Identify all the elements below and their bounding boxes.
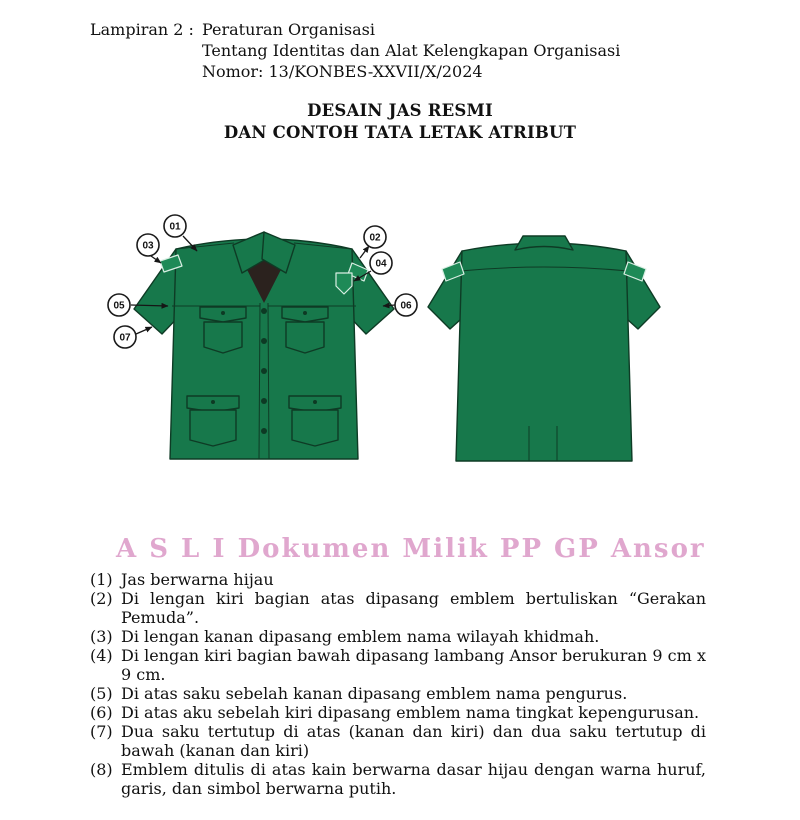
header-line-2: Tentang Identitas dan Alat Kelengkapan Organisasi	[201, 40, 621, 60]
back-body	[456, 243, 632, 461]
list-item	[90, 570, 706, 589]
back-jacket	[428, 236, 660, 461]
item-text: Di atas aku sebelah kiri dipasang emblem nama tingkat kepengurusan.	[121, 703, 700, 723]
svg-text:02: 02	[369, 232, 381, 244]
list-item	[90, 760, 706, 798]
item-number: (8)	[90, 760, 113, 780]
svg-text:07: 07	[119, 332, 131, 344]
uniform-figure	[84, 211, 800, 500]
header-lines	[202, 20, 620, 82]
jacket-illustration	[84, 211, 712, 496]
lower-pocket-right	[289, 396, 341, 446]
chest-pocket-right	[282, 307, 328, 353]
item-number: (7)	[90, 722, 113, 742]
list-item	[90, 627, 706, 646]
callout-01	[164, 215, 186, 237]
item-text: Emblem ditulis di atas kain berwarna dasar hijau dengan warna huruf, garis, dan simbol berwarna putih.	[121, 760, 706, 799]
svg-text:03: 03	[142, 240, 154, 252]
lower-pocket-left	[187, 396, 239, 446]
page-title	[0, 100, 800, 143]
svg-text:01: 01	[169, 221, 181, 233]
item-number: (3)	[90, 627, 113, 647]
title-line-1: DESAIN JAS RESMI	[307, 101, 493, 121]
list-item	[90, 722, 706, 760]
item-text: Di lengan kiri bagian bawah dipasang lambang Ansor berukuran 9 cm x 9 cm.	[121, 646, 706, 685]
svg-text:05: 05	[113, 300, 125, 312]
list-item	[90, 589, 706, 627]
title-line-2: DAN CONTOH TATA LETAK ATRIBUT	[223, 122, 577, 142]
item-number: (4)	[90, 646, 113, 666]
document-page	[0, 20, 800, 798]
watermark: A S L I Dokumen Milik PP GP Ansor	[116, 534, 706, 565]
list-item	[90, 703, 706, 722]
chest-pocket-left	[200, 307, 246, 353]
item-text: Di atas saku sebelah kanan dipasang emblem nama pengurus.	[121, 684, 628, 704]
front-jacket	[134, 232, 394, 459]
arrow-03	[151, 256, 161, 263]
arrow-02	[360, 246, 369, 258]
item-number: (5)	[90, 684, 113, 704]
header-line-3: Nomor: 13/KONBES-XXVII/X/2024	[201, 61, 483, 81]
spec-list	[90, 570, 706, 798]
item-number: (6)	[90, 703, 113, 723]
item-text: Jas berwarna hijau	[121, 570, 274, 590]
svg-text:04: 04	[375, 258, 387, 270]
callout-05	[108, 294, 130, 316]
callout-07	[114, 326, 136, 348]
list-item	[90, 646, 706, 684]
item-number: (2)	[90, 589, 113, 609]
header-line-1: Peraturan Organisasi	[201, 20, 375, 39]
item-text: Di lengan kiri bagian atas dipasang emblem bertuliskan “Gerakan Pemuda”.	[121, 589, 706, 628]
callout-04	[370, 252, 392, 274]
callout-03	[137, 234, 159, 256]
callout-02	[364, 226, 386, 248]
arrow-07	[136, 327, 152, 334]
callout-06	[395, 294, 417, 316]
item-number: (1)	[90, 570, 113, 590]
item-text: Dua saku tertutup di atas (kanan dan kiri) dan dua saku tertutup di bawah (kanan dan kiri)	[121, 722, 706, 761]
svg-text:06: 06	[400, 300, 412, 312]
list-item	[90, 684, 706, 703]
lampiran-label: Lampiran 2 :	[90, 20, 194, 39]
document-header	[90, 20, 800, 82]
item-text: Di lengan kanan dipasang emblem nama wilayah khidmah.	[121, 627, 600, 647]
